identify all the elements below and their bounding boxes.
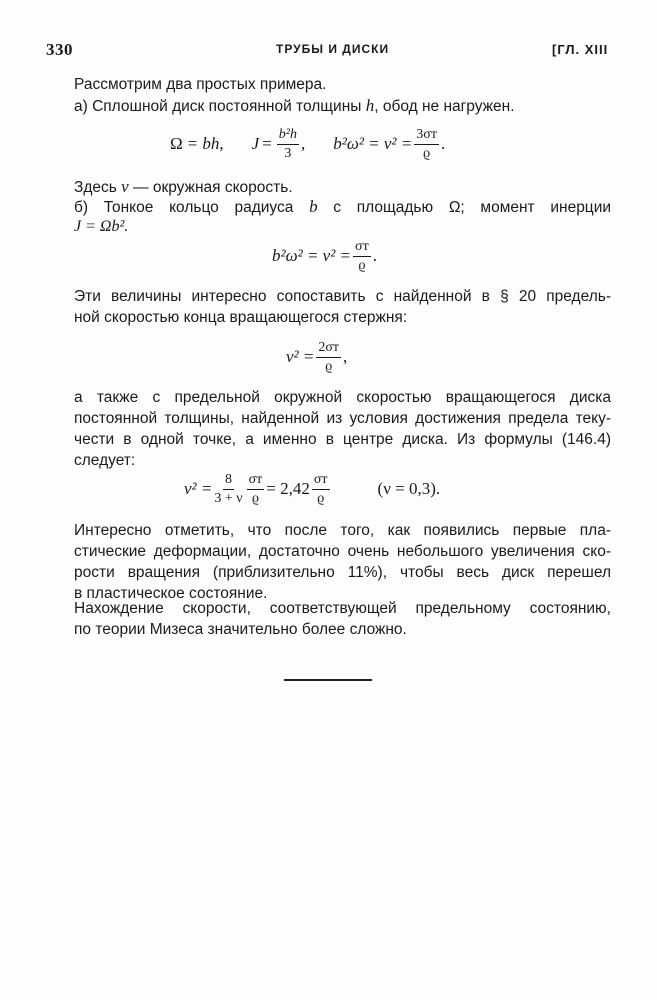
var-v: v (121, 177, 129, 196)
para4-line2: по теории Мизеса значительно более сложно. (74, 621, 407, 638)
case-a-text-after: , обод не нагружен. (374, 98, 515, 115)
case-b-text-before: б) Тонкое кольцо радиуса (74, 199, 310, 216)
eq4-frac2 (247, 472, 265, 507)
note-a-suffix: — окружная скорость. (128, 179, 293, 196)
page-number: 330 (46, 40, 73, 59)
para3-line4: в пластическое состояние. (74, 585, 268, 602)
para3-line2: стические деформации, достаточно очень небольшого увеличения ско- (74, 543, 611, 560)
para1-line1: Эти величины интересно сопоставить с найденной в § 20 предель- (74, 288, 611, 305)
eq1-j-comma: , (300, 134, 306, 153)
eq1-eq-sign: = (262, 134, 272, 153)
eq2-den: ϱ (358, 257, 366, 273)
para2-line2: постоянной толщины, найденной из условия достижения предела теку- (74, 410, 611, 427)
eq4-cond: (ν = 0,3). (377, 479, 441, 498)
note-a-line (74, 176, 293, 198)
section-end-rule (284, 679, 372, 681)
eq2-period: . (372, 246, 377, 265)
eq1-sig-den: ϱ (423, 145, 431, 161)
eq2-num: σт (353, 239, 371, 257)
eq4-f3-num: σт (312, 472, 330, 490)
equation-disk (170, 124, 445, 164)
eq1-j-lhs: J (251, 134, 260, 153)
intro-line: Рассмотрим два простых примера. (74, 76, 327, 93)
eq3-den: ϱ (325, 358, 333, 374)
eq1-sig-num: 3σт (414, 127, 439, 145)
eq4-mid: = 2,42 (266, 479, 310, 498)
eq4-f2-num: σт (247, 472, 265, 490)
eq1-sigma-fraction (414, 127, 439, 162)
eq2-fraction (353, 239, 371, 274)
para3-line3: рости вращения (приблизительно 11%), чтобы весь диск перешел (74, 564, 611, 581)
eq3-comma: , (343, 347, 348, 366)
case-a-line (74, 95, 515, 117)
var-h: h (365, 96, 375, 115)
para3-line1: Интересно отметить, что после того, как появились первые пла- (74, 522, 611, 539)
note-a-prefix: Здесь (74, 179, 122, 196)
equation-rod (286, 337, 347, 377)
equation-ring (272, 236, 377, 276)
eq4-f1-num: 8 (223, 472, 234, 490)
eq3-lhs: v² = (286, 347, 315, 366)
equation-disk-limit (184, 467, 440, 511)
running-title: ТРУБЫ И ДИСКИ (276, 42, 390, 56)
para2-line4: следует: (74, 452, 136, 469)
eq4-f3-den: ϱ (317, 490, 325, 506)
eq4-frac1 (214, 472, 242, 507)
eq4-f2-den: ϱ (251, 490, 259, 506)
eq4-frac3 (312, 472, 330, 507)
eq1-rel: b²ω² = v² = (333, 134, 413, 153)
para1-line2: ной скоростью конца вращающегося стержня: (74, 309, 408, 326)
eq1-period: . (440, 134, 446, 153)
var-b: b (309, 197, 318, 216)
eq3-num: 2σт (316, 340, 341, 358)
case-b-text-after: с площадью Ω; момент инерции (317, 199, 612, 216)
eq1-omega-rhs: = bh, (186, 134, 224, 153)
eq1-omega-lhs: Ω (170, 134, 183, 153)
eq3-fraction (316, 340, 341, 375)
para2-line3: чести в одной точке, а именно в центре диска. Из формулы (146.4) (74, 431, 611, 448)
para2-line1: а также с предельной окружной скоростью вращающегося диска (74, 389, 611, 406)
case-b-line2: J = Ωb². (74, 218, 129, 235)
eq2-lhs: b²ω² = v² = (272, 246, 352, 265)
eq1-j-num: b²h (277, 127, 299, 145)
eq1-j-den: 3 (284, 145, 292, 161)
case-a-text-before: а) Сплошной диск постоянной толщины (74, 98, 366, 115)
chapter-label: [ГЛ. XIII (552, 42, 609, 57)
case-b-line (74, 196, 611, 218)
eq4-lhs: v² = (184, 479, 213, 498)
para4-line1: Нахождение скорости, соответствующей предельному состоянию, (74, 600, 611, 617)
eq4-f1-den: 3 + ν (214, 490, 243, 506)
eq1-j-fraction (277, 127, 299, 162)
